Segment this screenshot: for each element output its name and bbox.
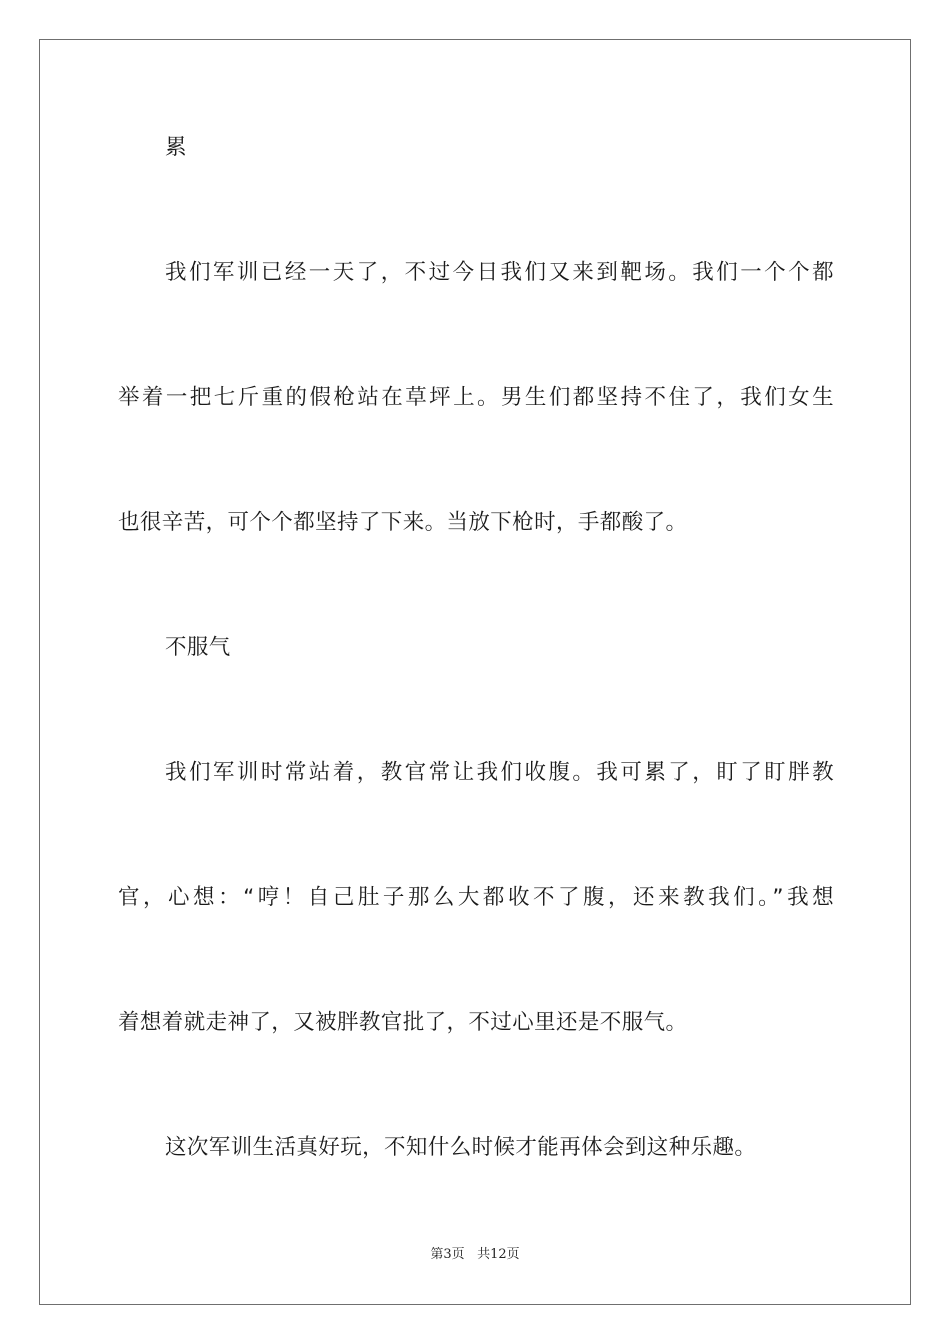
section-heading-not-convinced: 不服气: [165, 635, 231, 660]
paragraph-line: 我们军训时常站着，教官常让我们收腹。我可累了，盯了盯胖教: [165, 760, 834, 785]
paragraph-line: 举着一把七斤重的假枪站在草坪上。男生们都坚持不住了，我们女生: [118, 385, 834, 410]
page-number: 第3页: [430, 1247, 465, 1262]
paragraph-line: 官，心想：“哼！自己肚子那么大都收不了腹，还来教我们。”我想: [118, 885, 834, 910]
total-pages: 共12页: [477, 1247, 520, 1262]
paragraph-line: 着想着就走神了，又被胖教官批了，不过心里还是不服气。: [118, 1010, 688, 1035]
page-footer: [0, 1246, 950, 1264]
section-heading-tired: 累: [165, 135, 187, 160]
paragraph-line: 也很辛苦，可个个都坚持了下来。当放下枪时，手都酸了。: [118, 510, 688, 535]
paragraph-line: 这次军训生活真好玩，不知什么时候才能再体会到这种乐趣。: [165, 1135, 757, 1160]
page-border: [39, 39, 911, 1305]
paragraph-line: 我们军训已经一天了，不过今日我们又来到靶场。我们一个个都: [165, 260, 834, 285]
